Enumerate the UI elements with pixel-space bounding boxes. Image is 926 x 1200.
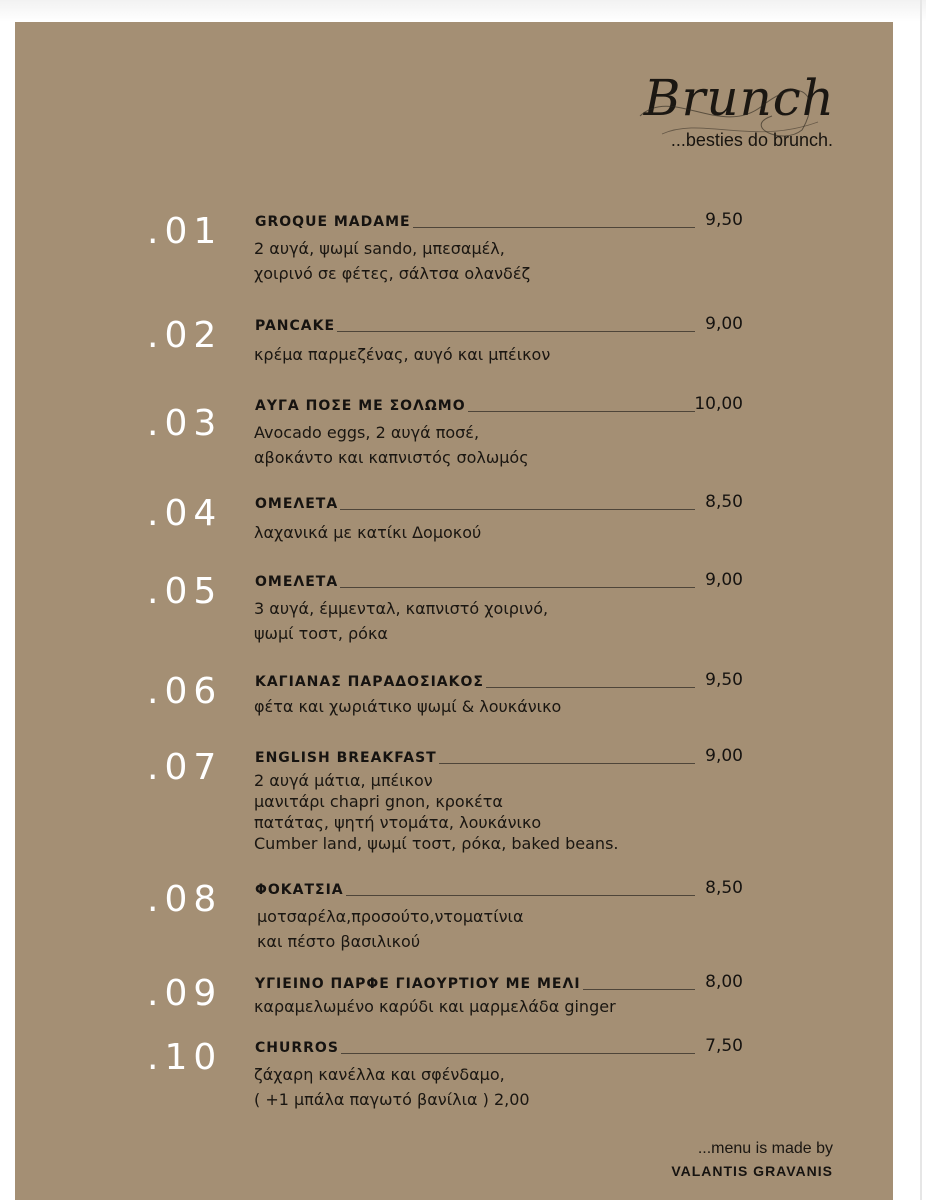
description-line: φέτα και χωριάτικο ψωμί & λουκάνικο (254, 697, 562, 716)
item-header (255, 212, 743, 234)
item-header (255, 974, 743, 996)
item-number: .09 (147, 973, 223, 1014)
item-name: GROQUE MADAME (255, 214, 411, 230)
item-price: 8,50 (705, 492, 743, 512)
item-number: .10 (147, 1037, 223, 1078)
description-line: Cumber land, ψωμί τοστ, ρόκα, baked beans. (254, 834, 619, 853)
menu-card (15, 22, 893, 1200)
item-name: ΟΜΕΛΕΤΑ (255, 496, 339, 512)
brand-header (644, 70, 835, 151)
description-line: μοτσαρέλα,προσούτο,ντοματίνια (257, 907, 524, 926)
item-header (255, 316, 743, 338)
item-number: .01 (147, 211, 223, 252)
item-header (255, 572, 743, 594)
item-name: ΑΥΓΑ ΠΟΣΕ ΜΕ ΣΟΛΩΜΟ (255, 398, 466, 414)
item-number: .05 (147, 571, 223, 612)
item-name: ΚΑΓΙΑΝΑΣ ΠΑΡΑΔΟΣΙΑΚΟΣ (255, 674, 484, 690)
item-header (255, 880, 743, 902)
item-number: .02 (147, 315, 223, 356)
item-price: 7,50 (705, 1036, 743, 1056)
page-top-edge (0, 0, 926, 22)
item-description (257, 904, 524, 954)
description-line: ψωμί τοστ, ρόκα (254, 624, 388, 643)
item-header (255, 494, 743, 516)
item-description (254, 596, 548, 646)
item-description (254, 694, 561, 719)
item-name: PANCAKE (255, 318, 336, 334)
item-name: CHURROS (255, 1040, 339, 1056)
description-line: 2 αυγά μάτια, μπέικον (254, 771, 433, 790)
item-number: .06 (147, 671, 223, 712)
brand-tagline: ...besties do brunch. (670, 130, 833, 150)
item-description (254, 342, 550, 367)
description-line: 3 αυγά, έμμενταλ, καπνιστό χοιρινό, (254, 599, 549, 618)
item-number: .08 (147, 879, 223, 920)
item-header (255, 748, 743, 770)
item-header (255, 1038, 743, 1060)
item-description (254, 770, 618, 854)
item-description (254, 520, 481, 545)
item-description (254, 994, 616, 1019)
flourish-ornament (632, 76, 832, 140)
description-line: ( +1 μπάλα παγωτό βανίλια ) 2,00 (254, 1090, 530, 1109)
item-price: 9,00 (705, 314, 743, 334)
item-header (255, 396, 743, 418)
item-price: 9,00 (705, 570, 743, 590)
item-description (254, 236, 530, 286)
item-price: 9,50 (705, 210, 743, 230)
item-number: .07 (147, 747, 223, 788)
description-line: 2 αυγά, ψωμί sando, μπεσαμέλ, (254, 239, 505, 258)
description-line: μανιτάρι chapri gnon, κροκέτα (254, 792, 503, 811)
menu-credit (671, 1138, 833, 1182)
description-line: αβοκάντο και καπνιστός σολωμός (254, 448, 529, 467)
item-price: 9,00 (705, 746, 743, 766)
item-description (254, 420, 529, 470)
item-price: 9,50 (705, 670, 743, 690)
item-name: ΦΟΚΑΤΣΙΑ (255, 882, 344, 898)
item-number: .03 (147, 403, 223, 444)
item-description (254, 1062, 530, 1112)
credit-line: ...menu is made by (697, 1140, 833, 1157)
item-number: .04 (147, 493, 223, 534)
item-price: 10,00 (694, 394, 743, 414)
description-line: κρέμα παρμεζένας, αυγό και μπέικον (254, 345, 551, 364)
item-name: ΥΓΙΕΙΝΟ ΠΑΡΦΕ ΓΙΑΟΥΡΤΙΟΥ ΜΕ ΜΕΛΙ (255, 976, 581, 992)
description-line: χοιρινό σε φέτες, σάλτσα ολανδέζ (254, 264, 531, 283)
item-price: 8,00 (705, 972, 743, 992)
description-line: και πέστο βασιλικού (257, 932, 421, 951)
page-right-edge (920, 0, 922, 1200)
description-line: ζάχαρη κανέλλα και σφένδαμο, (254, 1065, 505, 1084)
item-name: ENGLISH BREAKFAST (255, 750, 437, 766)
description-line: καραμελωμένο καρύδι και μαρμελάδα ginger (254, 997, 616, 1016)
item-price: 8,50 (705, 878, 743, 898)
description-line: Avocado eggs, 2 αυγά ποσέ, (254, 423, 480, 442)
credit-author: VALANTIS GRAVANIS (671, 1163, 833, 1179)
item-name: ΟΜΕΛΕΤΑ (255, 574, 339, 590)
brand-title: Brunch (643, 69, 835, 127)
item-header (255, 672, 743, 694)
description-line: πατάτας, ψητή ντομάτα, λουκάνικο (254, 813, 542, 832)
description-line: λαχανικά με κατίκι Δομοκού (254, 523, 482, 542)
